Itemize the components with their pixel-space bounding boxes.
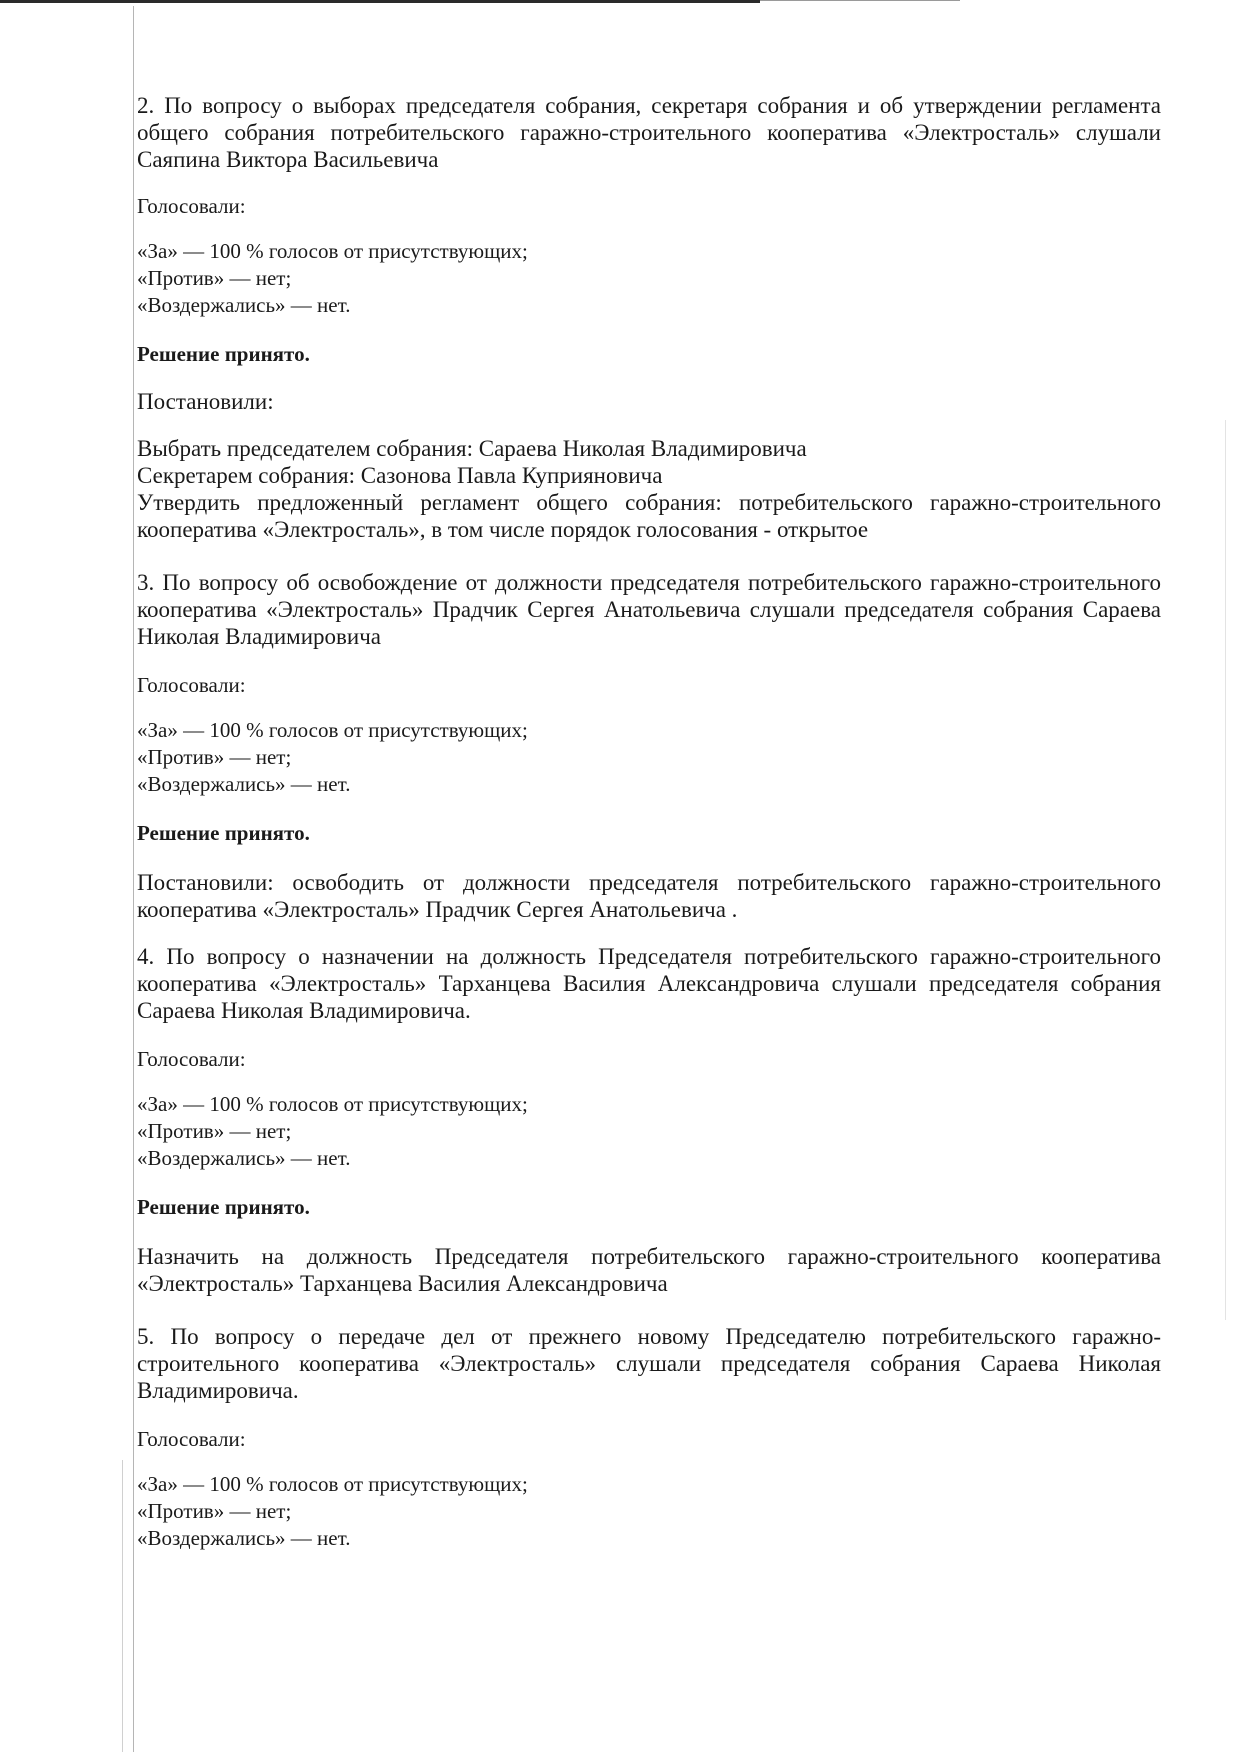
document-page bbox=[137, 92, 1161, 1552]
item-4-text: 4. По вопросу о назначении на должность Председателя потребительского гаражно-строительного кооператива «Электросталь» Тарханцева Василия Александровича слушали председателя собрания Сараева Николая Владимировича. bbox=[137, 944, 1161, 1023]
vote-abstain: «Воздержались» — нет. bbox=[137, 772, 351, 796]
vote-abstain: «Воздержались» — нет. bbox=[137, 1146, 351, 1170]
vote-against: «Против» — нет; bbox=[137, 745, 292, 769]
agenda-item-4 bbox=[137, 943, 1161, 1297]
item-3-resolution: Постановили: освободить от должности председателя потребительского гаражно-строительного кооператива «Электросталь» Прадчик Сергея Анатольевича . bbox=[137, 870, 1161, 922]
agenda-item-3 bbox=[137, 569, 1161, 923]
vote-against: «Против» — нет; bbox=[137, 1119, 292, 1143]
item-3-text: 3. По вопросу об освобождение от должности председателя потребительского гаражно-строительного кооператива «Электросталь» Прадчик Сергея Анатольевича слушали председателя собрания Сараева Николая Владимировича bbox=[137, 570, 1161, 649]
item-3-decision: Решение принято. bbox=[137, 821, 310, 845]
item-4-voted-label: Голосовали: bbox=[137, 1047, 246, 1071]
item-2-resolved-label: Постановили: bbox=[137, 389, 274, 414]
scan-edge-left-faint bbox=[122, 1460, 123, 1752]
item-5-votes bbox=[137, 1471, 1161, 1552]
item-2-resolution-line-3: Утвердить предложенный регламент общего собрания: потребительского гаражно-строительного кооператива «Электросталь», в том числе порядок голосования - открытое bbox=[137, 490, 1161, 542]
vote-abstain: «Воздержались» — нет. bbox=[137, 1526, 351, 1550]
item-2-resolution-line-2: Секретарем собрания: Сазонова Павла Куприяновича bbox=[137, 463, 663, 488]
scan-edge-top bbox=[0, 0, 760, 3]
vote-against: «Против» — нет; bbox=[137, 1499, 292, 1523]
item-5-voted-label: Голосовали: bbox=[137, 1427, 246, 1451]
item-3-voted-label: Голосовали: bbox=[137, 673, 246, 697]
item-4-decision: Решение принято. bbox=[137, 1195, 310, 1219]
vote-abstain: «Воздержались» — нет. bbox=[137, 293, 351, 317]
scan-edge-right-faint bbox=[1225, 420, 1226, 1320]
scan-edge-left bbox=[133, 6, 134, 1752]
agenda-item-2 bbox=[137, 92, 1161, 543]
vote-for: «За» — 100 % голосов от присутствующих; bbox=[137, 1472, 528, 1496]
item-4-votes bbox=[137, 1091, 1161, 1172]
item-2-decision: Решение принято. bbox=[137, 342, 310, 366]
item-2-votes bbox=[137, 238, 1161, 319]
item-3-votes bbox=[137, 717, 1161, 798]
item-5-text: 5. По вопросу о передаче дел от прежнего новому Председателю потребительского гаражно-строительного кооператива «Электросталь» слушали председателя собрания Сараева Николая Владимировича. bbox=[137, 1324, 1161, 1403]
item-4-resolution: Назначить на должность Председателя потребительского гаражно-строительного кооператива «Электросталь» Тарханцева Василия Александровича bbox=[137, 1244, 1161, 1296]
item-2-text: 2. По вопросу о выборах председателя собрания, секретаря собрания и об утверждении регламента общего собрания потребительского гаражно-строительного кооператива «Электросталь» слушали Саяпина Виктора Васильевича bbox=[137, 93, 1161, 172]
item-2-resolution-line-1: Выбрать председателем собрания: Сараева Николая Владимировича bbox=[137, 436, 807, 461]
scan-edge-top-faint bbox=[760, 0, 960, 1]
vote-for: «За» — 100 % голосов от присутствующих; bbox=[137, 1092, 528, 1116]
vote-for: «За» — 100 % голосов от присутствующих; bbox=[137, 718, 528, 742]
item-2-voted-label: Голосовали: bbox=[137, 194, 246, 218]
agenda-item-5 bbox=[137, 1323, 1161, 1552]
vote-for: «За» — 100 % голосов от присутствующих; bbox=[137, 239, 528, 263]
vote-against: «Против» — нет; bbox=[137, 266, 292, 290]
